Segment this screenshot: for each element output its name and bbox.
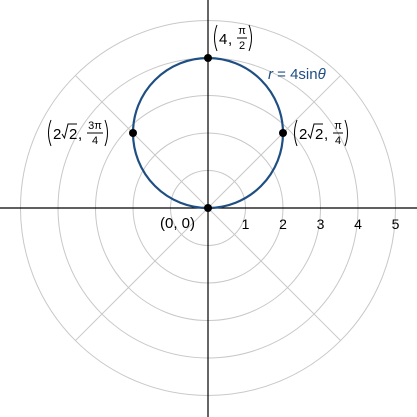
comma: ,	[228, 31, 233, 48]
coef: 4	[219, 31, 228, 48]
point-group	[49, 25, 348, 232]
comma: ,	[324, 126, 329, 143]
frac-denominator: 4	[91, 135, 99, 147]
curve-label-rhs: = 4sin	[273, 66, 318, 83]
coef: 2	[299, 126, 308, 143]
right-paren	[249, 25, 252, 51]
comma: ,	[78, 126, 83, 143]
tick-label: 3	[316, 216, 325, 232]
frac-numerator: π	[238, 25, 246, 37]
data-point-3	[129, 129, 137, 137]
data-point-1	[204, 54, 212, 62]
sqrt-radicand: 2	[315, 126, 324, 143]
left-paren	[215, 25, 218, 51]
tick-label: 5	[391, 216, 400, 232]
point-label-left	[49, 120, 108, 147]
coef: 2	[53, 126, 62, 143]
tick-label: 1	[241, 216, 250, 232]
radius-tick-labels	[242, 216, 400, 232]
frac-numerator: π	[334, 120, 342, 132]
point-label-right	[295, 120, 348, 147]
sqrt-radicand: 2	[69, 126, 78, 143]
frac-numerator: 3π	[88, 120, 102, 132]
data-point-2	[279, 129, 287, 137]
left-paren	[49, 120, 52, 146]
curve-group	[133, 58, 329, 208]
curve-equation-label	[268, 66, 326, 83]
data-point-0	[204, 204, 212, 212]
tick-label: 2	[279, 216, 287, 232]
point-label-top	[215, 25, 252, 52]
curve-label-theta: θ	[317, 66, 326, 83]
tick-label: 4	[354, 216, 362, 232]
curve-label-lhs: r	[268, 66, 273, 83]
frac-denominator: 4	[334, 135, 342, 147]
right-paren	[105, 120, 108, 146]
frac-denominator: 2	[238, 40, 246, 52]
right-paren	[345, 120, 348, 146]
point-label-origin: (0, 0)	[160, 215, 196, 232]
left-paren	[295, 120, 298, 146]
